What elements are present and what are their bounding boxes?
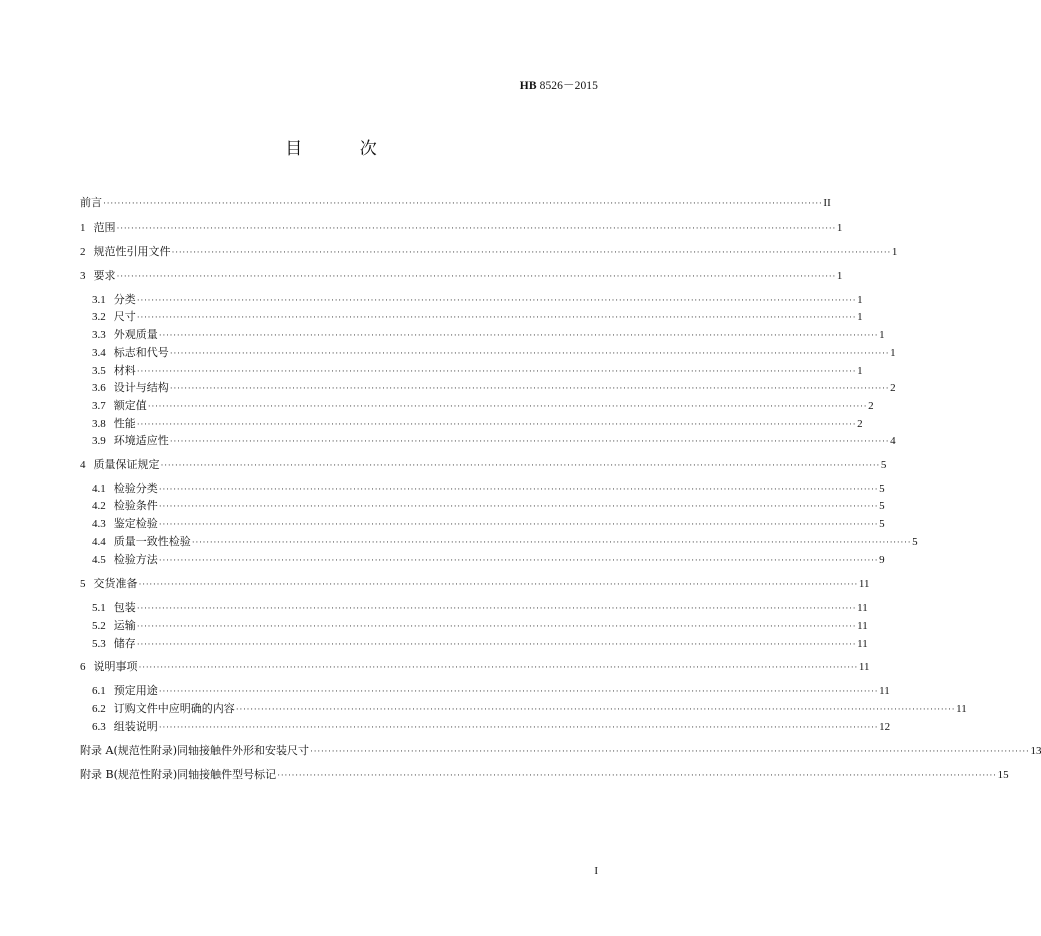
document-code-number: 8526－2015 xyxy=(539,80,598,92)
toc-entry[interactable] xyxy=(92,637,868,651)
toc-entry[interactable] xyxy=(92,720,891,734)
toc-dot-leader: ········································································································································································································ xyxy=(158,484,879,494)
toc-entry-label: 前言 xyxy=(80,196,102,209)
toc-dot-leader: ········································································································································································································ xyxy=(171,247,891,257)
toc-dot-leader: ········································································································································································································ xyxy=(136,603,857,613)
toc-entry-number: 附录 A(规范性附录) xyxy=(80,744,178,757)
toc-entry-number: 5.2 xyxy=(92,620,106,632)
toc-entry-label: 组装说明 xyxy=(113,720,158,733)
toc-entry-label: 质量保证规定 xyxy=(93,458,160,471)
toc-entry-page: 1 xyxy=(836,222,843,234)
toc-entry-label: 包装 xyxy=(113,601,136,614)
toc-entry[interactable] xyxy=(80,245,898,259)
toc-entry-page: 11 xyxy=(857,602,868,614)
toc-entry-label: 分类 xyxy=(113,293,136,306)
toc-entry-number: 附录 B(规范性附录) xyxy=(80,768,178,781)
toc-entry[interactable] xyxy=(80,744,1041,758)
toc-entry[interactable] xyxy=(92,619,868,633)
toc-entry-number: 4.4 xyxy=(92,536,106,548)
toc-dot-leader: ········································································································································································································ xyxy=(169,348,890,358)
toc-dot-leader: ········································································································································································································ xyxy=(169,383,890,393)
toc-entry-label: 设计与结构 xyxy=(113,381,169,394)
toc-entry-label: 订购文件中应明确的内容 xyxy=(113,702,235,715)
toc-entry-page: 2 xyxy=(868,400,874,412)
toc-dot-leader: ········································································································································································································ xyxy=(158,686,879,696)
toc-entry-page: II xyxy=(823,197,831,209)
toc-entry[interactable] xyxy=(92,517,885,531)
toc-dot-leader: ········································································································································································································ xyxy=(158,555,879,565)
toc-dot-leader: ········································································································································································································ xyxy=(138,662,858,672)
toc-entry-page: 1 xyxy=(857,311,863,323)
toc-entry[interactable] xyxy=(80,577,870,591)
toc-entry[interactable] xyxy=(80,458,887,472)
toc-entry[interactable] xyxy=(80,660,870,674)
toc-entry-page: 2 xyxy=(857,418,863,430)
toc-entry[interactable] xyxy=(92,364,863,378)
toc-entry-label: 范围 xyxy=(93,221,116,234)
toc-dot-leader: ········································································································································································································ xyxy=(136,639,857,649)
toc-dot-leader: ········································································································································································································ xyxy=(147,401,868,411)
toc-entry-page: 5 xyxy=(879,500,885,512)
page-number: I xyxy=(594,865,598,877)
toc-entry-label: 说明事项 xyxy=(93,660,138,673)
toc-entry-number: 4.2 xyxy=(92,500,106,512)
toc-entry-page: 11 xyxy=(857,620,868,632)
toc-entry[interactable] xyxy=(92,702,967,716)
toc-dot-leader: ········································································································································································································ xyxy=(138,579,858,589)
toc-entry-page: 1 xyxy=(857,294,863,306)
toc-entry-page: 11 xyxy=(858,578,870,590)
toc-entry-number: 3.9 xyxy=(92,435,106,447)
toc-entry-page: 5 xyxy=(912,536,918,548)
toc-entry-page: 1 xyxy=(879,329,885,341)
toc-dot-leader: ········································································································································································································ xyxy=(160,460,880,470)
toc-entry-number: 2 xyxy=(80,246,86,258)
toc-entry-label: 外观质量 xyxy=(113,328,158,341)
toc-entry-number: 6.1 xyxy=(92,685,106,697)
toc-entry-page: 1 xyxy=(857,365,863,377)
toc-entry-number: 3.6 xyxy=(92,382,106,394)
toc-entry-number: 3 xyxy=(80,270,86,282)
toc-entry-number: 6 xyxy=(80,661,86,673)
toc-entry[interactable] xyxy=(92,535,918,549)
document-code-prefix: HB xyxy=(519,80,537,92)
toc-entry-page: 1 xyxy=(890,347,896,359)
toc-dot-leader: ········································································································································································································ xyxy=(116,223,836,233)
toc-entry-page: 5 xyxy=(880,459,887,471)
toc-dot-leader: ········································································································································································································ xyxy=(235,704,956,714)
toc-dot-leader: ········································································································································································································ xyxy=(116,271,836,281)
toc-entry-page: 5 xyxy=(879,483,885,495)
toc-entry-label: 运输 xyxy=(113,619,136,632)
toc-entry-label: 同轴接触件外形和安装尺寸 xyxy=(177,744,310,757)
toc-entry-label: 规范性引用文件 xyxy=(93,245,171,258)
toc-entry-label: 性能 xyxy=(113,417,136,430)
toc-entry[interactable] xyxy=(80,221,843,235)
toc-entry-page: 11 xyxy=(879,685,890,697)
toc-entry-number: 3.3 xyxy=(92,329,106,341)
toc-entry-number: 1 xyxy=(80,222,86,234)
toc-dot-leader: ········································································································································································································ xyxy=(136,419,857,429)
toc-entry-page: 2 xyxy=(890,382,896,394)
toc-dot-leader: ········································································································································································································ xyxy=(136,312,857,322)
toc-entry-label: 同轴接触件型号标记 xyxy=(177,768,277,781)
toc-dot-leader: ········································································································································································································ xyxy=(136,621,857,631)
toc-entry-number: 4 xyxy=(80,459,86,471)
toc-entry[interactable] xyxy=(80,768,1009,782)
toc-entry-number: 3.8 xyxy=(92,418,106,430)
toc-dot-leader: ········································································································································································································ xyxy=(169,436,890,446)
toc-dot-leader: ········································································································································································································ xyxy=(158,330,879,340)
toc-entry-number: 3.1 xyxy=(92,294,106,306)
toc-entry-number: 4.3 xyxy=(92,518,106,530)
toc-entry-number: 5.1 xyxy=(92,602,106,614)
toc-entry-page: 13 xyxy=(1030,745,1041,757)
toc-dot-leader: ········································································································································································································ xyxy=(136,366,857,376)
toc-entry-number: 5 xyxy=(80,578,86,590)
toc-entry[interactable] xyxy=(92,553,885,567)
toc-entry-page: 1 xyxy=(891,246,898,258)
toc-entry[interactable] xyxy=(92,399,874,413)
toc-entry-page: 1 xyxy=(836,270,843,282)
toc-entry[interactable] xyxy=(92,381,896,395)
toc-entry-number: 3.5 xyxy=(92,365,106,377)
toc-dot-leader: ········································································································································································································ xyxy=(158,722,879,732)
toc-entry-label: 交货准备 xyxy=(93,577,138,590)
toc-entry-label: 检验方法 xyxy=(113,553,158,566)
toc-entry-page: 15 xyxy=(997,769,1009,781)
toc-entry-label: 质量一致性检验 xyxy=(113,535,191,548)
toc-entry[interactable] xyxy=(92,684,890,698)
toc-dot-leader: ········································································································································································································ xyxy=(136,295,857,305)
toc-entry-number: 6.2 xyxy=(92,703,106,715)
toc-entry[interactable] xyxy=(92,346,896,360)
toc-dot-leader: ········································································································································································································ xyxy=(277,770,997,780)
toc-entry-label: 预定用途 xyxy=(113,684,158,697)
toc-dot-leader: ········································································································································································································ xyxy=(158,519,879,529)
toc-dot-leader: ········································································································································································································ xyxy=(158,501,879,511)
toc-entry[interactable] xyxy=(92,499,885,513)
toc-entry-number: 4.1 xyxy=(92,483,106,495)
toc-dot-leader: ········································································································································································································ xyxy=(310,746,1030,756)
toc-entry[interactable] xyxy=(92,482,885,496)
toc-entry-label: 环境适应性 xyxy=(113,434,169,447)
toc-entry-page: 9 xyxy=(879,554,885,566)
toc-entry-label: 检验条件 xyxy=(113,499,158,512)
toc-entry-number: 6.3 xyxy=(92,721,106,733)
toc-entry-number: 3.2 xyxy=(92,311,106,323)
toc-entry-label: 尺寸 xyxy=(113,310,136,323)
toc-entry-label: 检验分类 xyxy=(113,482,158,495)
toc-entry-page: 11 xyxy=(956,703,967,715)
toc-entry-label: 材料 xyxy=(113,364,136,377)
toc-entry-number: 4.5 xyxy=(92,554,106,566)
toc-title: 目 次 xyxy=(285,139,403,159)
toc-entry[interactable] xyxy=(92,310,863,324)
toc-entry-number: 3.7 xyxy=(92,400,106,412)
toc-entry-page: 5 xyxy=(879,518,885,530)
toc-entry-label: 额定值 xyxy=(113,399,147,412)
toc-entry-label: 标志和代号 xyxy=(113,346,169,359)
toc-entry-page: 12 xyxy=(879,721,891,733)
toc-entry-page: 11 xyxy=(857,638,868,650)
toc-entry-label: 要求 xyxy=(93,269,116,282)
toc-entry-label: 储存 xyxy=(113,637,136,650)
toc-entry[interactable] xyxy=(92,601,868,615)
toc-entry[interactable] xyxy=(80,196,831,210)
toc-entry[interactable] xyxy=(92,293,863,307)
toc-entry[interactable] xyxy=(80,269,843,283)
toc-dot-leader: ········································································································································································································ xyxy=(103,198,823,208)
toc-entry-label: 鉴定检验 xyxy=(113,517,158,530)
toc-dot-leader: ········································································································································································································ xyxy=(191,537,912,547)
toc-entry[interactable] xyxy=(92,417,863,431)
toc-entry-number: 5.3 xyxy=(92,638,106,650)
toc-entry[interactable] xyxy=(92,328,885,342)
toc-entry-page: 4 xyxy=(890,435,896,447)
toc-entry-page: 11 xyxy=(858,661,870,673)
toc-entry-number: 3.4 xyxy=(92,347,106,359)
toc-entry[interactable] xyxy=(92,434,896,448)
